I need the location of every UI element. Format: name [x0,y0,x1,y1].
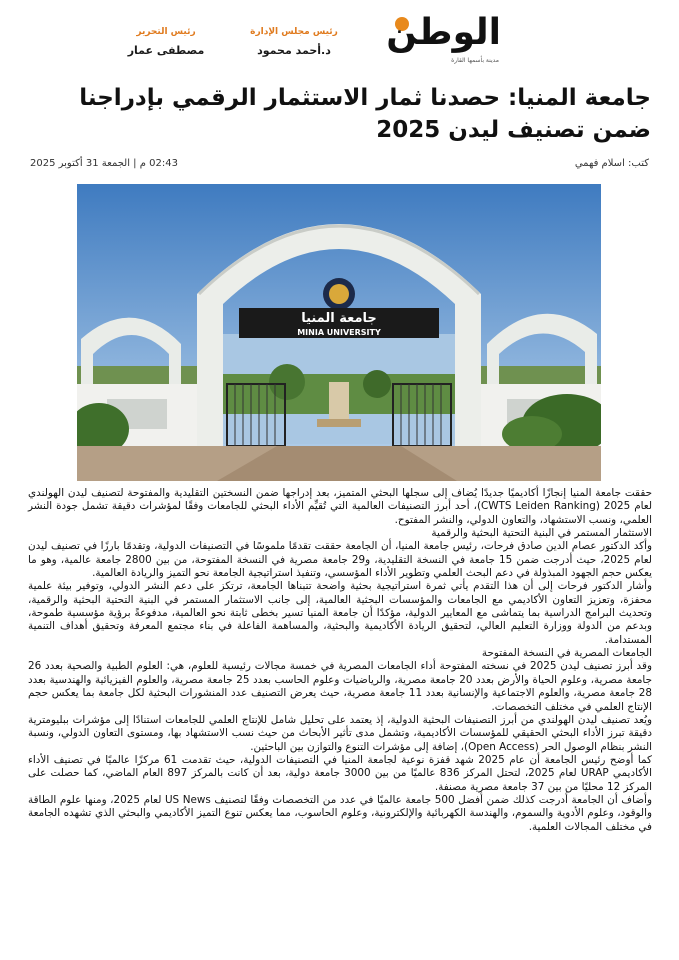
editor-in-chief-credit [111,26,221,58]
board-chair-name: د.أحمد محمود [257,44,331,57]
gate-sign-english: MINIA UNIVERSITY [297,328,381,337]
paragraph-us-news: وأضاف أن الجامعة أدرجت كذلك ضمن أفضل 500 جامعة عالميًا في عدد من التخصصات وفقًا لتصنيف US News لعام 2025، ومنها علوم الطاقة والوقود، وعلوم الأدوية والسموم، والهندسة الكهربائية والإلكترونية، وعلوم الحاسوب، مما يعكس تنوع التميز الأكاديمي والبحثي الذي تشهده الجامعة في مختلف المجالات العلمية. [28,793,652,833]
subheading-open-edition: الجامعات المصرية في النسخة المفتوحة [481,647,652,660]
paragraph-fields: وقد أبرز تصنيف ليدن 2025 في نسخته المفتوحة أداء الجامعات المصرية في خمسة مجالات رئيسية للعلوم، هي: العلوم الطبية والصحية بعدد 26 جامعة مصرية، وعلوم الحياة والأرض بعدد 20 جامعة مصرية، والرياضيات وعلوم الحاسب بعدد 25 جامعة مصرية، والعلوم الفيزيائية والهندسية بعدد 28 جامعة مصرية، والعلوم الاجتماعية والإنسانية بعدد 11 جامعة مصرية، حيث يعرض التصنيف عدد المنشورات البحثية لكل جامعة بما يعكس حجم الإنتاج العلمي في مختلف التخصصات. [28,660,653,713]
paragraph-urap: كما أوضح رئيس الجامعة أن عام 2025 شهد قفزة نوعية لجامعة المنيا في التصنيفات الدولية، حيث تقدمت 61 مركزًا عالميًا في تصنيف الأداء الأكاديمي URAP لعام 2025، لتحتل المركز 836 عالميًا من بين 3000 جامعة دولية، بعد أن كانت بالمركز 897 العام الماضي، كما حصلت على المركز 12 محليًا من بين 37 جامعة مصرية مصنفة. [28,753,652,793]
newspaper-logo[interactable] [386,12,501,67]
board-chair-role: رئيس مجلس الإدارة [250,27,338,37]
logo-wordmark: الوطن [386,12,501,53]
gate-sign-arabic: جامعة المنيا [301,311,377,326]
article-headline: جامعة المنيا: حصدنا ثمار الاستثمار الرقمي بإدراجنا ضمن تصنيف ليدن 2025 [79,85,651,143]
subheading-investment: الاستثمار المستمر في البنية التحتية البحثية والرقمية [431,527,652,540]
masthead [0,0,679,70]
campus-gate-photo [77,184,601,481]
paragraph-intro: حققت جامعة المنيا إنجازًا أكاديميًا جديدًا يُضاف إلى سجلها البحثي المتميز، بعد إدراجها ضمن النسختين التقليدية والمفتوحة لتصنيف ليدن الهولندي لعام 2025 (CWTS Leiden Ranking)، أحد أبرز التصنيفات العالمية التي تُقيِّم الأداء البحثي للجامعات وفقًا لمؤشرات دقيقة تشمل جودة النشر العلمي، ونسب الاستشهاد، والتعاون الدولي، والنشر المفتوح. [28,487,652,526]
paragraph-methodology: ويُعد تصنيف ليدن الهولندي من أبرز التصنيفات البحثية الدولية، إذ يعتمد على تحليل شامل للإنتاج العلمي للجامعات استنادًا إلى مؤشرات ببليومترية دقيقة تبرز الأداء البحثي الحقيقي للمؤسسات الأكاديمية، وتشمل مدى تأثير الأبحاث من حيث نسب الاستشهاد بها، ومستوى التعاون الدولي، ونسبة النشر بنظام الوصول الحر (Open Access)، إضافة إلى مؤشرات التنوع والتوازن بين الباحثين. [28,713,652,753]
board-chair-credit [239,26,349,58]
paragraph-president: وأكد الدكتور عصام الدين صادق فرحات، رئيس جامعة المنيا، أن الجامعة حققت تقدمًا ملموسًا في التصنيفات الدولية، وتقدمًا بارزًا في تصنيف ليدن لعام 2025، حيث أدرجت ضمن 15 جامعة في النسخة التقليدية، و29 جامعة مصرية في النسخة المفتوحة، من بين 2800 جامعة عالمية، وهو ما يعكس حجم الجهود المبذولة في دعم البحث العلمي وتطوير الأداء المؤسسي، وتنفيذ استراتيجية الجامعة نحو التميز والريادة العالمية. [28,540,652,580]
campus-gate-illustration [77,184,601,481]
article-body [28,487,652,834]
logo-tagline: مدينة بأسمها القارة [451,57,499,64]
article-date: 02:43 م | الجمعة 31 أكتوبر 2025 [30,158,178,169]
paragraph-strategy: وأشار الدكتور فرحات إلى أن هذا التقدم يأتي ثمرة استراتيجية بحثية واضحة تتبناها الجامعة، ترتكز على دعم النشر الدولي، وتوفير بيئة علمية محفزة، وتعزيز التعاون الأكاديمي مع الجامعات والمؤسسات البحثية العالمية، إلى جانب الاستثمار المستمر في البنية التحتية البحثية والرقمية، وتحديث البرامج الدراسية بما يتماشى مع المعايير الدولية، مؤكدًا أن جامعة المنيا تسير بخطى ثابتة نحو العالمية، مدفوعةً برؤية مؤسسية طموحة، وبدعم من الدولة ووزارة التعليم العالي، لتحقيق الريادة الأكاديمية والبحثية، والمساهمة الفاعلة في بناء مجتمع المعرفة وتحقيق أهداف التنمية المستدامة. [28,580,652,646]
article-author: كتب: اسلام فهمي [574,158,649,169]
article-meta [30,158,649,174]
editor-role: رئيس التحرير [136,27,196,37]
editor-name: مصطفى عمار [127,44,205,57]
